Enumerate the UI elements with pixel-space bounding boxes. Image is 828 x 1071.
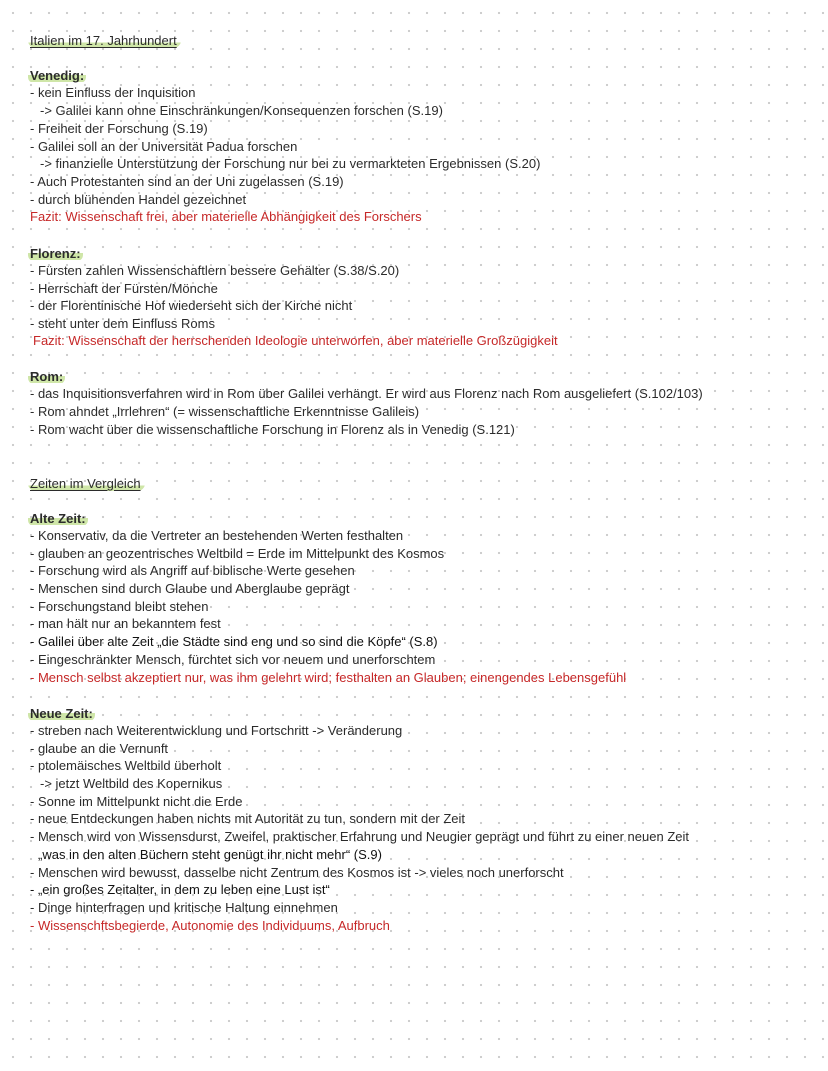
list-item: - Menschen sind durch Glaube und Aberglaube geprägt (30, 581, 350, 596)
list-item: - Dinge hinterfragen und kritische Haltung einnehmen (30, 900, 338, 915)
list-item: -> Galilei kann ohne Einschränkungen/Konsequenzen forschen (S.19) (40, 103, 443, 118)
section-title: Italien im 17. Jahrhundert (28, 32, 181, 49)
heading-alte-zeit: Alte Zeit: (30, 511, 86, 526)
list-item: -> jetzt Weltbild des Kopernikus (40, 776, 223, 791)
list-item: - Mensch wird von Wissensdurst, Zweifel, praktischer Erfahrung und Neugier geprägt und führt zu einer neuen Zeit (30, 829, 689, 844)
section-title: Zeiten im Vergleich (28, 475, 145, 492)
heading-rom: Rom: (30, 369, 64, 384)
list-item: - Forschung wird als Angriff auf biblische Werte gesehen (30, 563, 355, 578)
list-item: - Auch Protestanten sind an der Uni zugelassen (S.19) (30, 174, 344, 189)
list-item: - der Florentinische Hof wiederseht sich der Kirche nicht (30, 298, 353, 313)
list-item: - Rom wacht über die wissenschaftliche Forschung in Florenz als in Venedig (S.121) (30, 422, 515, 437)
list-item: - Fürsten zahlen Wissenschaftlern bessere Gehälter (S.38/S.20) (30, 263, 400, 278)
list-item: - Sonne im Mittelpunkt nicht die Erde (30, 794, 243, 809)
list-item: - kein Einfluss der Inquisition (30, 85, 196, 100)
list-item: - Galilei soll an der Universität Padua forschen (30, 139, 298, 154)
list-item: - durch blühenden Handel gezeichnet (30, 192, 247, 207)
list-item: - Konservativ, da die Vertreter an bestehenden Werten festhalten (30, 528, 404, 543)
heading-florenz: Florenz: (30, 246, 81, 261)
list-item: - Freiheit der Forschung (S.19) (30, 121, 208, 136)
fazit-florenz: Fazit: Wissenschaft der herrschenden Ideologie unterworfen, aber materielle Großzügigkeit (33, 333, 558, 348)
list-item: - Herrschaft der Fürsten/Mönche (30, 281, 218, 296)
fazit-alte-zeit: - Mensch selbst akzeptiert nur, was ihm gelehrt wird; festhalten an Glauben; einengendes Lebensgefühl (30, 670, 627, 685)
list-item: „was in den alten Büchern steht genügt ihr nicht mehr“ (S.9) (38, 847, 382, 862)
list-item: - Rom ahndet „Irrlehren“ (= wissenschaftliche Erkenntnisse Galileis) (30, 404, 420, 419)
heading-venedig: Venedig: (30, 68, 85, 83)
list-item: - Menschen wird bewusst, dasselbe nicht Zentrum des Kosmos ist -> vieles noch unerforscht (30, 865, 564, 880)
list-item: - „ein großes Zeitalter, in dem zu leben eine Lust ist“ (30, 882, 330, 897)
list-item: - glauben an geozentrisches Weltbild = Erde im Mittelpunkt des Kosmos (30, 546, 445, 561)
list-item: - Galilei über alte Zeit „die Städte sind eng und so sind die Köpfe“ (S.8) (30, 634, 438, 649)
list-item: - Forschungstand bleibt stehen (30, 599, 209, 614)
list-item: - Eingeschränkter Mensch, fürchtet sich vor neuem und unerforschtem (30, 652, 436, 667)
list-item: - ptolemäisches Weltbild überholt (30, 758, 222, 773)
list-item: - streben nach Weiterentwicklung und Fortschritt -> Veränderung (30, 723, 403, 738)
list-item: - steht unter dem Einfluss Roms (30, 316, 215, 331)
fazit-neue-zeit: - Wissenschftsbegierde, Autonomie des Individuums, Aufbruch (30, 918, 390, 933)
list-item: - das Inquisitionsverfahren wird in Rom über Galilei verhängt. Er wird aus Florenz nach Rom ausgeliefert (S.102/103) (30, 386, 703, 401)
list-item: - neue Entdeckungen haben nichts mit Autorität zu tun, sondern mit der Zeit (30, 811, 466, 826)
list-item: - man hält nur an bekanntem fest (30, 616, 221, 631)
fazit-venedig: Fazit: Wissenschaft frei, aber materielle Abhängigkeit des Forschers (30, 209, 422, 224)
heading-neue-zeit: Neue Zeit: (30, 706, 93, 721)
list-item: -> finanzielle Unterstützung der Forschung nur bei zu vermarkteten Ergebnissen (S.20) (40, 156, 541, 171)
list-item: - glaube an die Vernunft (30, 741, 169, 756)
